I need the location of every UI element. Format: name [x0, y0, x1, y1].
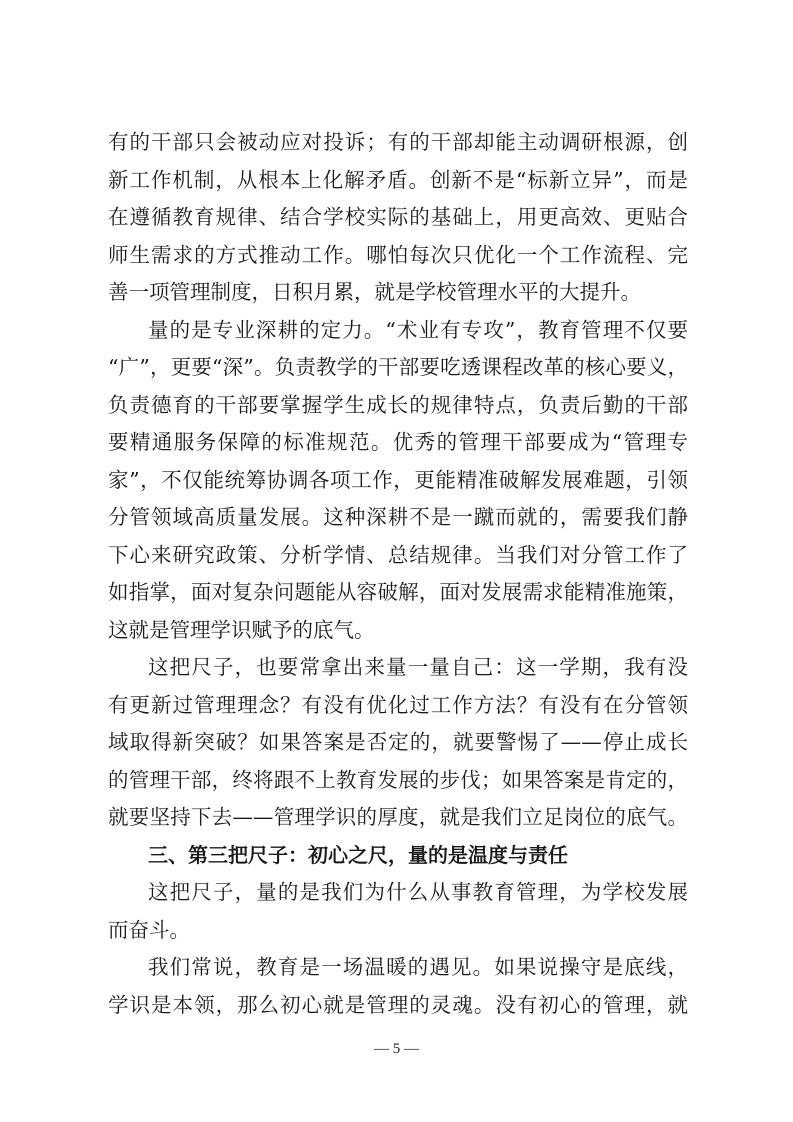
paragraph-line: 分管领域高质量发展。这种深耕不是一蹴而就的，需要我们静	[108, 505, 688, 529]
paragraph-line: 学识是本领，那么初心就是管理的灵魂。没有初心的管理，就	[108, 992, 688, 1017]
paragraph-line: 这就是管理学识赋予的底气。	[108, 617, 375, 642]
paragraph-line: 的管理干部，终将跟不上教育发展的步伐；如果答案是肯定的，	[108, 767, 688, 792]
paragraph-line: 这把尺子，量的是我们为什么从事教育管理，为学校发展	[148, 880, 688, 904]
paragraph-line: 有的干部只会被动应对投诉；有的干部却能主动调研根源，创	[108, 130, 688, 154]
paragraph-line: 善一项管理制度，日积月累，就是学校管理水平的大提升。	[108, 280, 641, 304]
paragraph-line: 量的是专业深耕的定力。“术业有专攻”，教育管理不仅要	[148, 317, 688, 342]
paragraph-line: “广”，更要“深”。负责教学的干部要吃透课程改革的核心要义，	[108, 355, 688, 379]
paragraph-line: 如指掌，面对复杂问题能从容破解，面对发展需求能精准施策，	[108, 580, 688, 604]
paragraph-line: 有更新过管理理念？有没有优化过工作方法？有没有在分管领	[108, 692, 688, 717]
paragraph-line: 域取得新突破？如果答案是否定的，就要警惕了——停止成长	[108, 730, 688, 754]
paragraph-line: 下心来研究政策、分析学情、总结规律。当我们对分管工作了	[108, 542, 688, 567]
paragraph-line: 新工作机制，从根本上化解矛盾。创新不是“标新立异”，而是	[108, 167, 688, 192]
section-heading: 三、第三把尺子：初心之尺，量的是温度与责任	[148, 842, 568, 867]
paragraph-line: 师生需求的方式推动工作。哪怕每次只优化一个工作流程、完	[108, 242, 688, 267]
paragraph-line: 而奋斗。	[108, 917, 190, 942]
paragraph-line: 就要坚持下去——管理学识的厚度，就是我们立足岗位的底气。	[108, 805, 688, 829]
paragraph-line: 这把尺子，也要常拿出来量一量自己：这一学期，我有没	[148, 655, 688, 679]
paragraph-line: 我们常说，教育是一场温暖的遇见。如果说操守是底线，	[148, 955, 688, 979]
paragraph-line: 负责德育的干部要掌握学生成长的规律特点，负责后勤的干部	[108, 392, 688, 417]
paragraph-line: 在遵循教育规律、结合学校实际的基础上，用更高效、更贴合	[108, 205, 688, 229]
paragraph-line: 要精通服务保障的标准规范。优秀的管理干部要成为“管理专	[108, 430, 688, 454]
paragraph-line: 家”，不仅能统筹协调各项工作，更能精准破解发展难题，引领	[108, 467, 688, 492]
page-number: — 5 —	[374, 1041, 419, 1057]
